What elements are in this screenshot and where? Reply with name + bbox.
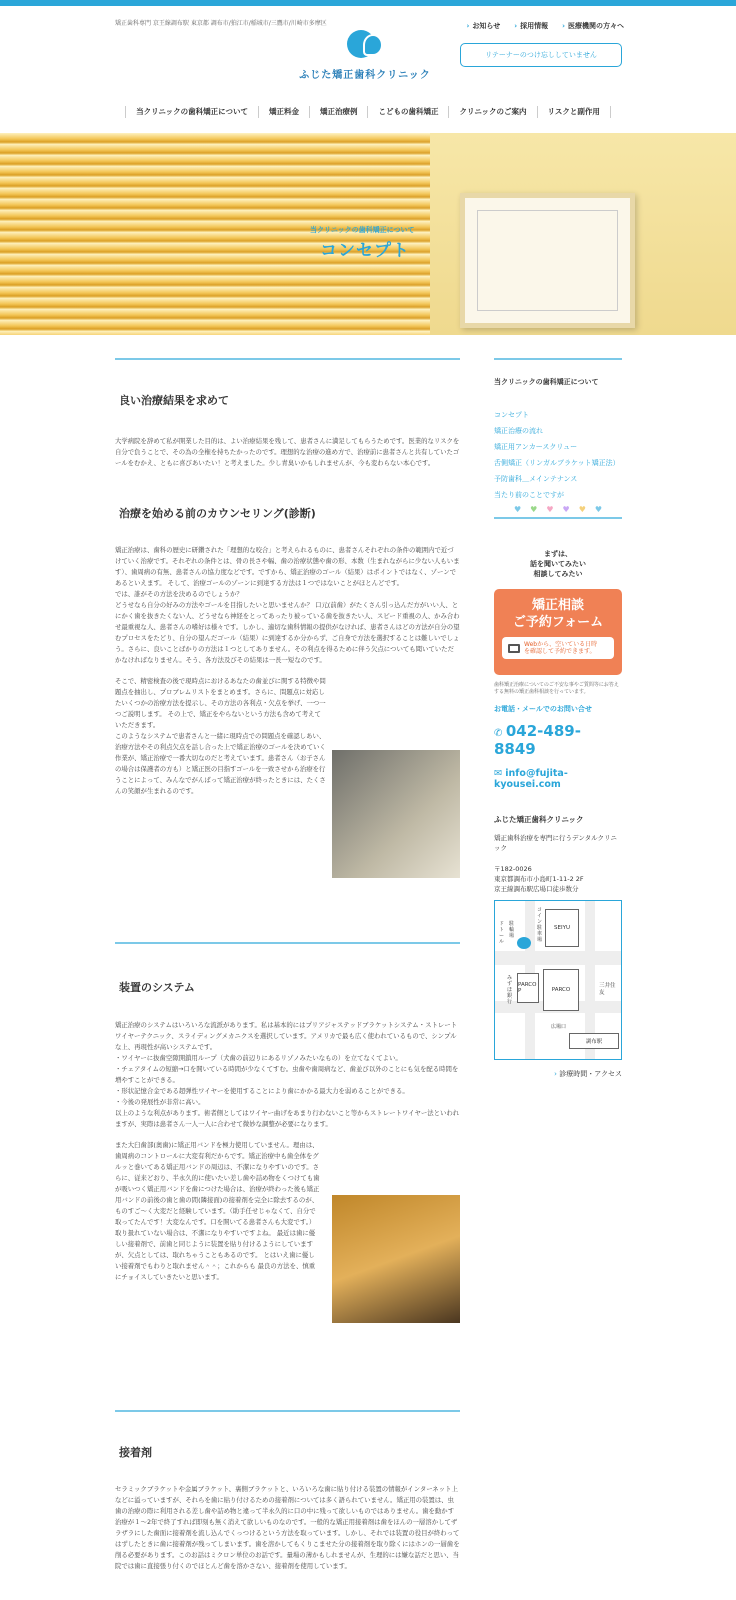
counseling-photo [332,750,460,878]
header [0,6,736,84]
section-paragraph: ・ワイヤーに抜歯空隙開鎖用ループ（犬歯の前辺りにあるリゾノみたいなもの）を立てなくてよい。 [115,1054,402,1062]
nav-item-clinic[interactable]: クリニックのご案内 [448,106,536,118]
contact-heading: お電話・メールでのお問い合せ [494,705,592,713]
map-street-label: ドトール [499,921,505,945]
section-paragraph: セラミックブラケットや金属ブラケット、裏側ブラケットと、いろいろな歯に貼り付ける装置の情報がインターネット上などに溢っていますが、それらを歯に貼り付けるための接着剤については多く語られていません。矯正用の装置は、虫歯の治療の際に利用される差し歯や詰め物と違って半永久的に口の中に残って欲しいものではありません。歯を動かす治療が１～2年で終了すれば即刻も無く消えて欲しいものなのです。一般的な矯正用接着剤は歯をほんの一層溶かしてザラザラにした歯面に接着剤を流し込んでくっつけるという方法を取っています。しかし、それでは装置の役目が終わってはずしたときに歯に接着剤が残ってしまいます。歯を溶かしてもくりこませた分の接着剤を取り除くにはホンの一層歯を削る必要があります。このお話はミクロン単位のお話です。量場の薄かもしれませんが、生理的には嫌な話だと思い、当院では歯に直接張り付くのでほとんど歯を溶かさない、接着剤を使用しています。 [115,1485,460,1570]
phone-icon: ✆ [494,728,506,739]
section-paragraph: では、誰がその方法を決めるのでしょうか？ [115,590,243,598]
section-paragraph: どうせなら自分の好みの方法やゴールを目指したいと思いませんか？ 口元(前歯）がたくさん引っ込んだ方がいい人、とにかく歯を抜きたくない人、どうせなら神経をとってあったり被っている歯を抜きたい人、スピード重視の人、かみ合わせ最重視な人、患者さんの嗜好は様々です。しかし、適切な歯科情報の提供がなければ、患者さんはどの方法が自分の望むプロセスをたどり、自分の望んだゴール（結果）に到達するか分からず、ご自身で方法を選択することは難しいでしょう。さらに、良いことばかりの方法は１つとしてありません。その利点を得るために伴う欠点についても聞いていただかなければなりません。そう、各方法及びその結果は一長一短なのです。 [115,601,460,664]
section-paragraph: ・チェアタイムの短縮→口を開いている時間が少なくてすむ。虫歯や歯周病など、歯並び以外のことにも気を配る時間を増やすことができる。 [115,1065,459,1084]
map-seiyu: SEIYU [545,909,579,947]
header-tagline: 矯正歯科専門 京王線調布駅 東京都 調布市/狛江市/稲城市/三鷹市/川崎市多摩区 [115,20,327,27]
section-paragraph: 以上のような利点があります。術者側としてはワイヤー曲げをあまり行わないこと等からストレートワイヤー法といわれますが、実際は患者さん一人一人に合わせて微妙な調整が必要になります。 [115,1109,460,1128]
heart-icon: ♥ [578,505,586,514]
reservation-form-button[interactable] [494,589,622,675]
section-title: 装置のシステム [119,981,195,994]
main-content [115,358,460,797]
treatment-photo [332,1195,460,1323]
nav-item-fees[interactable]: 矯正料金 [258,106,309,118]
chevron-right-icon: › [562,22,565,30]
nav-item-risks[interactable]: リスクと副作用 [537,106,611,118]
section-title: 治療を始める前のカウンセリング(診断) [119,507,316,520]
section-paragraph: ・形状記憶合金である超弾性ワイヤーを使用することにより歯にかかる最大力を弱めることができる。 [115,1087,409,1095]
section-divider [115,358,460,360]
section-divider [115,942,460,944]
logo-text: ふじた矯正歯科クリニック [299,70,431,81]
page-title: コンセプト [320,241,410,261]
map-street-label: コイン駐車場 [537,907,543,943]
section-title: 接着剤 [119,1446,152,1459]
top-link-recruit[interactable]: › 採用情報 [514,22,549,30]
heart-icon: ♥ [546,505,554,514]
retainer-button[interactable]: リテーナーのつけ忘ししていません [460,43,622,67]
phone-link[interactable]: ✆ 042-489-8849 [494,722,581,758]
map-street-label: みずほ銀行 [507,975,513,1005]
clinic-logo[interactable] [290,28,440,81]
sidebar-links [494,407,622,503]
main-content-3 [115,1410,460,1572]
access-link[interactable]: › 診療時間・アクセス [554,1070,622,1078]
sidebar-link-flow[interactable]: 矯正治療の流れ [494,427,543,435]
top-link-medical[interactable]: › 医療機関の方々へ [562,22,624,30]
chevron-right-icon: › [554,1070,560,1078]
map-parco: PARCO [543,969,579,1011]
map-mitsui: 三井住友 [599,983,616,996]
cta-description: 歯科矯正治療についてのご不安な事やご質問等にお答えする無料の矯正歯科相談を行っています。 [494,682,619,695]
heart-icon: ♥ [514,505,522,514]
sidebar-link-concept[interactable]: コンセプト [494,411,529,419]
map-street-label: 駐輪場 [509,921,515,939]
section-divider [115,1410,460,1412]
map-exit: 広場口 [551,1024,567,1030]
section-paragraph: 大学病院を辞めて私が開業した目的は、よい治療結果を残して、患者さんに満足してもらうためです。医業的なリスクを自分で負うことで、その為の全権を持ちたかったのです。理想的な治療の進め方で、治療前に患者さんと共有していたゴールをむかえ、ともに喜びあいたい！と考えました。少し青臭いかもしれませんが、今も変わらない本心です。 [115,437,460,467]
cta-title: ご予約フォーム [512,615,604,630]
sidebar-link-basics[interactable]: 当たり前のことですが [494,491,564,499]
clinic-name: ふじた矯正歯科クリニック [494,815,584,824]
mail-icon: ✉ [494,768,506,779]
monitor-icon [508,644,520,653]
top-links [467,21,624,31]
section-paragraph: 矯正治療のシステムはいろいろな流派があります。私は基本的にはプリアジャステッドブラケットシステム・ストレートワイヤーテクニック、スライディングメカニクスを選択しています。アメリカで最も広く使われているもので、シンプルな上、再現性が高いシステムです。 [115,1021,458,1051]
section-paragraph: そこで、精密検査の後で現時点におけるあなたの歯並びに関する特徴や問題点を抽出し、プロブレムリストをまとめます。さらに、問題点に対応したいくつかの治療方法を提示し、その方法の各利点・欠点を挙げ、一つ一つご説明します。 その上で、矯正をやらないという方法も含めて考えていただきます。 [115,677,326,729]
cta-note: まずは、 話を聞いてみたい 相談してみたい [530,550,586,578]
clinic-marker-icon [517,937,531,949]
hero-banner [0,133,736,335]
clinic-description: 矯正歯科治療を専門に行うデンタルクリニック [494,834,617,852]
section-paragraph: このようなシステムで患者さんと一緒に現時点での問題点を確認しあい、治療方法やその利点欠点を話し合った上で矯正治療のゴールを決めていく作業が、矯正治療で一番大切なのだと考えています。患者さん（お子さんの場合は保護者の方も）と矯正医の目指すゴールを一致させから治療を行うことによって、みんなでがんばって矯正治療が終ったときには、たくさんの笑顔が生まれるのです。 [115,732,326,795]
sidebar-link-anchor[interactable]: 矯正用アンカースクリュー [494,443,578,451]
nav-item-about[interactable]: 当クリニックの歯科矯正について [125,106,258,118]
top-link-news[interactable]: › お知らせ [466,22,501,30]
chevron-right-icon: › [514,22,518,30]
sidebar-link-prevention[interactable]: 予防歯科＿メインテナンス [494,475,578,483]
nav-item-kids[interactable]: こどもの歯科矯正 [367,106,448,118]
hero-framed-picture [460,193,635,328]
sidebar [494,358,622,1079]
hero-subtitle: 当クリニックの歯科矯正について [310,226,415,234]
email-link[interactable]: ✉ info@fujita-kyousei.com [494,768,568,790]
section-paragraph: また大臼歯部(奥歯)に矯正用バンドを極力使用していません。理由は、歯周病のコントロールに大変有利だからです。矯正治療中も歯全体をグルッと巻いてある矯正用バンドの周辺は、不潔になりやすいのです。さらに、従来どおり、半永久的に使いたい差し歯や詰め物をくつけても歯が吸いつく矯正用バンドを歯につけた場合は、治療が終わった後も矯正用バンドの前後の歯と歯の間(隣接面)の接着剤を完全に除去するのが、ものすご～く大変だと経験しています。（助手任せじゃなくて、自分で取ってたんです！大変なんです。口を開いてる患者さんも大変です。）取り扱れていない場合は、不潔になりやすいですよね。 最近は歯に優しい接着剤で、前歯と同じように装置を貼り付けるようにしていますが、欠点としては、取れちゃうこともあるのです。 とはいえ歯に優しい接着剤でもわりと取れません＾＾；これからも 最良の方法を、慎重にチョイスしていきたいと思います。 [115,1141,320,1281]
section-paragraph: 矯正治療は、歯科の歴史に研鑽された「理想的な咬合」と考えられるものに、患者さんそれぞれの条件の範囲内で近づけていく治療です。それぞれの条件とは、骨の長さや幅、歯の治療状態や歯の形、本数（生まれながらに少ない人もいます）、歯周病の有無、患者さんの協力度などです。ですから、矯正治療のゴール（結果）はポイントではなく、ゾーンであるといえます。 そして、治療ゴールのゾーンに到達する方法は１つではないことがほとんどです。 [115,546,460,587]
cta-title: 矯正相談 [531,598,584,613]
chevron-right-icon: › [466,22,470,30]
heart-icon: ♥ [562,505,570,514]
nav-item-cases[interactable]: 矯正治療例 [309,106,368,118]
sidebar-heading: 当クリニックの歯科矯正について [494,378,599,386]
access-map[interactable] [494,900,622,1060]
section-paragraph: ・今後の発展性が非常に高い。 [115,1098,205,1106]
logo-mark-icon [343,28,387,62]
map-station: 調布駅 [569,1033,619,1049]
heart-decoration [494,505,622,519]
global-nav [0,84,736,139]
section-title: 良い治療結果を求めて [119,394,229,407]
map-parco-p: PARCO P [517,973,539,1003]
clinic-address: 〒182-0026 東京都調布市小島町1-11-2 2F 京王線調布駅広場口徒歩数分 [494,865,584,893]
heart-icon: ♥ [530,505,538,514]
heart-icon: ♥ [594,505,603,514]
sidebar-link-lingual[interactable]: 舌側矯正（リンガルブラケット矯正法） [494,459,620,467]
cta-web-button[interactable]: Webから、空いている日時 を確認して予約できます。 [502,637,614,659]
